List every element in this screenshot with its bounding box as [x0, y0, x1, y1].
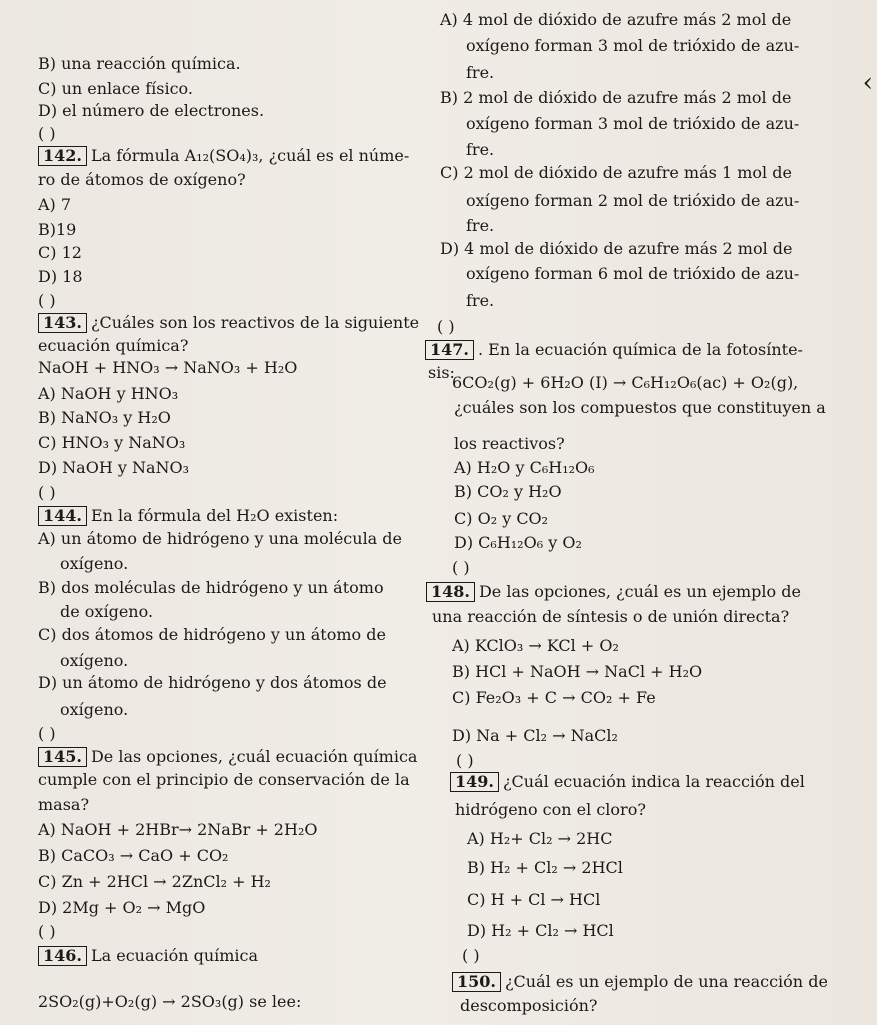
answer-blank[interactable]: ( ) — [452, 558, 470, 577]
answer-blank[interactable]: ( ) — [38, 922, 56, 941]
q142-stem-cont: ro de átomos de oxígeno? — [38, 170, 246, 189]
q149-option-d: D) H₂ + Cl₂ → HCl — [467, 921, 614, 940]
answer-blank[interactable]: ( ) — [38, 124, 56, 143]
q145-option-c: C) Zn + 2HCl → 2ZnCl₂ + H₂ — [38, 872, 271, 891]
q146-option-d-cont: oxígeno forman 6 mol de trióxido de azu- — [466, 264, 800, 283]
q149-stem: 149. ¿Cuál ecuación indica la reacción del — [450, 772, 805, 792]
q148-stem: 148. De las opciones, ¿cuál es un ejemplo de — [426, 582, 801, 602]
q146-equation: 2SO₂(g)+O₂(g) → 2SO₃(g) se lee: — [38, 992, 302, 1011]
question-number: 146. — [38, 946, 87, 966]
q142-option-c: C) 12 — [38, 243, 82, 262]
q143-option-a: A) NaOH y HNO₃ — [38, 384, 179, 403]
q146-option-d: D) 4 mol de dióxido de azufre más 2 mol de — [440, 239, 793, 258]
answer-blank[interactable]: ( ) — [437, 317, 455, 336]
q147-option-a: A) H₂O y C₆H₁₂O₆ — [454, 458, 595, 477]
q141-option-b: B) una reacción química. — [38, 54, 241, 73]
q144-option-c: C) dos átomos de hidrógeno y un átomo de — [38, 625, 386, 644]
question-number: 147. — [425, 340, 474, 360]
q142-stem: 142. La fórmula A₁₂(SO₄)₃, ¿cuál es el núme- — [38, 146, 409, 166]
q142-option-b: B)19 — [38, 220, 77, 239]
q144-option-a: A) un átomo de hidrógeno y una molécula de — [38, 529, 403, 548]
q148-option-a: A) KClO₃ → KCl + O₂ — [452, 636, 619, 655]
q147-option-b: B) CO₂ y H₂O — [454, 482, 562, 501]
q141-option-d: D) el número de electrones. — [38, 101, 265, 120]
q148-stem-cont: una reacción de síntesis o de unión directa? — [432, 607, 790, 626]
q149-option-a: A) H₂+ Cl₂ → 2HC — [467, 829, 613, 848]
q146-option-a-cont: oxígeno forman 3 mol de trióxido de azu- — [466, 36, 800, 55]
q146-option-b-cont: oxígeno forman 3 mol de trióxido de azu- — [466, 114, 800, 133]
q147-question: ¿cuáles son los compuestos que constituyen a — [454, 398, 826, 417]
q149-option-b: B) H₂ + Cl₂ → 2HCl — [467, 858, 623, 877]
q142-option-a: A) 7 — [38, 195, 72, 214]
q147-stem: 147. . En la ecuación química de la fotosínte- — [425, 340, 803, 360]
answer-blank[interactable]: ( ) — [462, 946, 480, 965]
answer-blank[interactable]: ( ) — [38, 291, 56, 310]
question-number: 145. — [38, 747, 87, 767]
answer-blank[interactable]: ( ) — [38, 483, 56, 502]
q145-stem-cont2: masa? — [38, 795, 90, 814]
q146-option-d-end: fre. — [466, 291, 495, 310]
q143-stem-cont: ecuación química? — [38, 336, 189, 355]
q144-option-b-cont: de oxígeno. — [60, 602, 154, 621]
q146-option-a-end: fre. — [466, 63, 495, 82]
q147-equation: 6CO₂(g) + 6H₂O (I) → C₆H₁₂O₆(ac) + O₂(g), — [452, 373, 799, 392]
q145-stem: 145. De las opciones, ¿cuál ecuación química — [38, 747, 417, 767]
q148-option-b: B) HCl + NaOH → NaCl + H₂O — [452, 662, 703, 681]
q147-question-cont: los reactivos? — [454, 434, 565, 453]
q146-stem: 146. La ecuación química — [38, 946, 258, 966]
answer-blank[interactable]: ( ) — [456, 751, 474, 770]
q146-option-c-end: fre. — [466, 216, 495, 235]
q144-option-d-cont: oxígeno. — [60, 700, 129, 719]
q146-option-b-end: fre. — [466, 140, 495, 159]
q148-option-d: D) Na + Cl₂ → NaCl₂ — [452, 726, 618, 745]
q143-option-c: C) HNO₃ y NaNO₃ — [38, 433, 186, 452]
q144-stem: 144. En la fórmula del H₂O existen: — [38, 506, 338, 526]
q144-option-a-cont: oxígeno. — [60, 554, 129, 573]
question-number: 143. — [38, 313, 87, 333]
question-number: 144. — [38, 506, 87, 526]
q144-option-b: B) dos moléculas de hidrógeno y un átomo — [38, 578, 384, 597]
q145-option-b: B) CaCO₃ → CaO + CO₂ — [38, 846, 229, 865]
question-number: 150. — [452, 972, 501, 992]
q144-option-d: D) un átomo de hidrógeno y dos átomos de — [38, 673, 387, 692]
q143-option-d: D) NaOH y NaNO₃ — [38, 458, 190, 477]
q143-equation: NaOH + HNO₃ → NaNO₃ + H₂O — [38, 358, 298, 377]
q145-option-d: D) 2Mg + O₂ → MgO — [38, 898, 206, 917]
q146-option-c-cont: oxígeno forman 2 mol de trióxido de azu- — [466, 191, 800, 210]
question-number: 148. — [426, 582, 475, 602]
q149-option-c: C) H + Cl → HCl — [467, 890, 601, 909]
question-number: 149. — [450, 772, 499, 792]
q147-option-c: C) O₂ y CO₂ — [454, 509, 549, 528]
q149-stem-cont: hidrógeno con el cloro? — [455, 800, 646, 819]
question-number: 142. — [38, 146, 87, 166]
q141-option-c: C) un enlace físico. — [38, 79, 193, 98]
q147-option-d: D) C₆H₁₂O₆ y O₂ — [454, 533, 582, 552]
q150-stem-cont: descomposición? — [460, 996, 598, 1015]
q145-stem-cont1: cumple con el principio de conservación de la — [38, 770, 410, 789]
q142-option-d: D) 18 — [38, 267, 83, 286]
q144-option-c-cont: oxígeno. — [60, 651, 129, 670]
q148-option-c: C) Fe₂O₃ + C → CO₂ + Fe — [452, 688, 656, 707]
q147-stem-cont: sis: — [428, 363, 455, 382]
answer-blank[interactable]: ( ) — [38, 724, 56, 743]
q145-option-a: A) NaOH + 2HBr→ 2NaBr + 2H₂O — [38, 820, 318, 839]
q146-option-b: B) 2 mol de dióxido de azufre más 2 mol de — [440, 88, 792, 107]
page-curl-icon: ‹ — [862, 68, 873, 98]
q150-stem: 150. ¿Cuál es un ejemplo de una reacción de — [452, 972, 828, 992]
q143-option-b: B) NaNO₃ y H₂O — [38, 408, 171, 427]
q146-option-c: C) 2 mol de dióxido de azufre más 1 mol de — [440, 163, 792, 182]
q146-option-a: A) 4 mol de dióxido de azufre más 2 mol de — [440, 10, 792, 29]
q143-stem: 143. ¿Cuáles son los reactivos de la siguiente — [38, 313, 419, 333]
